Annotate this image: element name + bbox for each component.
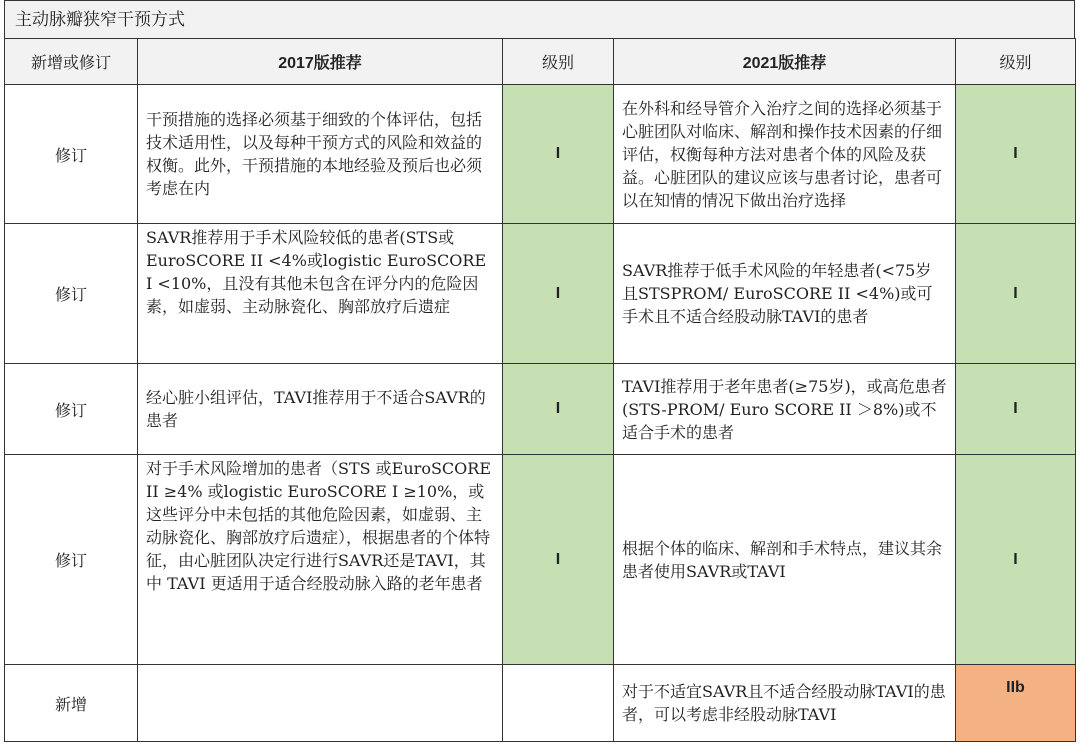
header-rec-2021: 2021版推荐 xyxy=(614,39,956,85)
header-level-2017: 级别 xyxy=(503,39,614,85)
table-row xyxy=(5,85,1076,224)
rec-2021-cell: SAVR推荐于低手术风险的年轻患者(<75岁且STSPROM/ EuroSCORE II <4%)或可手术且不适合经股动脉TAVI的患者 xyxy=(614,224,956,364)
rec-2017-cell: SAVR推荐用于手术风险较低的患者(STS或EuroSCORE II <4%或logistic EuroSCORE I <10%，且没有其他未包含在评分内的危险因素，如虚弱、主动脉瓷化、胸部放疗后遗症 xyxy=(138,224,503,364)
level-2021-cell: IIb xyxy=(956,665,1076,742)
table-row xyxy=(5,364,1076,455)
level-2021-cell: I xyxy=(956,455,1076,665)
level-2021-cell: I xyxy=(956,364,1076,455)
level-2021-cell: I xyxy=(956,85,1076,224)
level-2021-cell: I xyxy=(956,224,1076,364)
level-2017-cell: I xyxy=(503,224,614,364)
table-row xyxy=(5,224,1076,364)
rec-2017-cell: 干预措施的选择必须基于细致的个体评估，包括技术适用性，以及每种干预方式的风险和效益的权衡。此外，干预措施的本地经验及预后也必须考虑在内 xyxy=(138,85,503,224)
table-row xyxy=(5,665,1076,742)
level-2017-cell: I xyxy=(503,455,614,665)
row-type: 修订 xyxy=(5,455,138,665)
rec-2021-cell: 在外科和经导管介入治疗之间的选择必须基于心脏团队对临床、解剖和操作技术因素的仔细评估，权衡每种方法对患者个体的风险及获益。心脏团队的建议应该与患者讨论，患者可以在知情的情况下做出治疗选择 xyxy=(614,85,956,224)
recommendation-table xyxy=(4,38,1076,742)
row-type: 修订 xyxy=(5,364,138,455)
header-level-2021: 级别 xyxy=(956,39,1076,85)
rec-2017-cell: 对于手术风险增加的患者（STS 或EuroSCORE II ≥4% 或logistic EuroSCORE I ≥10%，或这些评分中未包括的其他危险因素，如虚弱、主动脉瓷化、胸部放疗后遗症），根据患者的个体特征，由心脏团队决定行进行SAVR还是TAVI，其中 TAVI 更适用于适合经股动脉入路的老年患者 xyxy=(138,455,503,665)
level-2017-cell xyxy=(503,665,614,742)
header-rec-2017: 2017版推荐 xyxy=(138,39,503,85)
table-row xyxy=(5,455,1076,665)
row-type: 修订 xyxy=(5,85,138,224)
table-title: 主动脉瓣狭窄干预方式 xyxy=(4,0,1075,38)
level-2017-cell: I xyxy=(503,85,614,224)
rec-2017-cell: 经心脏小组评估，TAVI推荐用于不适合SAVR的患者 xyxy=(138,364,503,455)
row-type: 新增 xyxy=(5,665,138,742)
header-row xyxy=(5,39,1076,85)
row-type: 修订 xyxy=(5,224,138,364)
rec-2017-cell xyxy=(138,665,503,742)
table-container xyxy=(4,0,1075,742)
header-type: 新增或修订 xyxy=(5,39,138,85)
rec-2021-cell: TAVI推荐用于老年患者(≥75岁)，或高危患者(STS-PROM/ Euro SCORE II ＞8%)或不适合手术的患者 xyxy=(614,364,956,455)
level-2017-cell: I xyxy=(503,364,614,455)
rec-2021-cell: 根据个体的临床、解剖和手术特点，建议其余患者使用SAVR或TAVI xyxy=(614,455,956,665)
rec-2021-cell: 对于不适宜SAVR且不适合经股动脉TAVI的患者，可以考虑非经股动脉TAVI xyxy=(614,665,956,742)
